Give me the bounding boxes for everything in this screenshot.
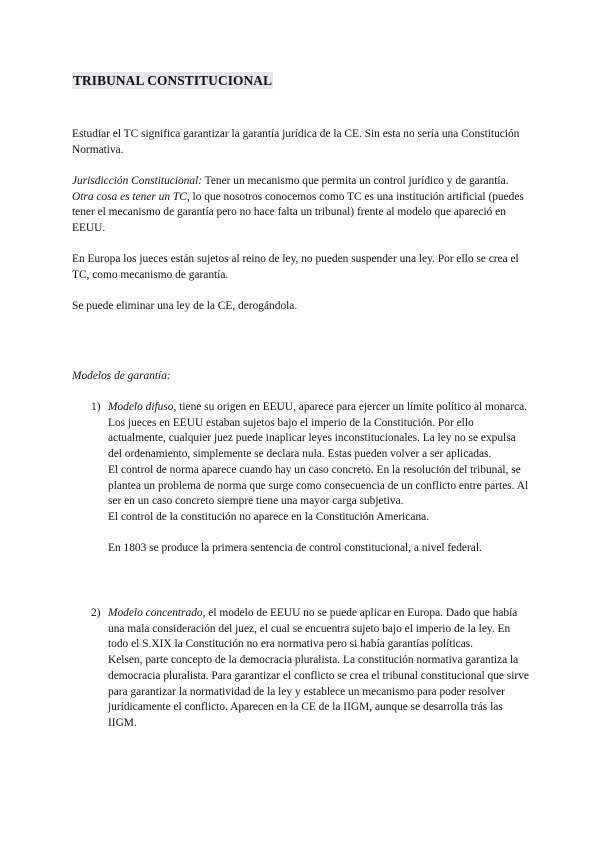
list-item-label: Modelo concentrado,	[108, 607, 206, 619]
list-item-paragraph: En 1803 se produce la primera sentencia de control constitucional, a nivel federal.	[108, 542, 482, 555]
intro-paragraph-4: En Europa los jueces están sujetos al reino de ley, no pueden suspender una ley. Por ello se crea el TC, como mecanismo de garantía.	[72, 253, 519, 281]
intro-paragraph-3-label: Otra cosa es tener un TC,	[72, 190, 190, 203]
intro-paragraph-1: Estudiar el TC significa garantizar la garantía jurídica de la CE. Sin esta no sería una Constitución Normativa.	[72, 128, 520, 156]
intro-paragraph-5: Se puede eliminar una ley de la CE, derogándola.	[72, 300, 298, 313]
list-item-paragraph	[108, 606, 532, 653]
intro-paragraph-2	[72, 174, 532, 190]
list-item-number: 2)	[91, 607, 101, 619]
document-title: TRIBUNAL CONSTITUCIONAL	[73, 73, 273, 88]
intro-paragraph-2-label: Jurisdicción Constitucional:	[72, 174, 203, 187]
intro-section	[72, 127, 532, 315]
list-item-paragraph: Kelsen, parte concepto de la democracia pluralista. La constitución normativa garantiza la democracia pluralista. Para garantizar el conflicto se crea el tribunal constitucional que sirve para garantizar la normatividad de la ley y establece un mecanismo para poder resolver jurídicamente el conflicto. Aparecen en la CE de la IIGM, aunque se desarrolla trás las IIGM.	[108, 654, 529, 729]
list-item-paragraph: El control de la constitución no aparece en la Constitución Americana.	[108, 510, 430, 523]
list-item-text: el modelo de EEUU no se puede aplicar en Europa. Dado que había una mala consideración del juez, el cual se encuentra sujeto bajo el imperio de la ley. En todo el S.XIX la Constitución no era normativa pero si había garantías políticas.	[108, 607, 518, 651]
intro-paragraph-3-text: lo que nosotros conocemos como TC es una institución artificial (puedes tener el mecanismo de garantía pero no hace falta un tribunal) frente al modelo que apareció en EEUU.	[72, 190, 524, 235]
list-item	[91, 400, 532, 557]
list-item-paragraph	[108, 400, 532, 463]
list-item-label: Modelo difuso,	[108, 401, 177, 413]
list-item	[91, 606, 532, 732]
list-item-number: 1)	[91, 401, 101, 413]
intro-paragraph-3	[72, 190, 532, 237]
list-item-paragraph: El control de norma aparece cuando hay un caso concreto. En la resolución del tribunal, se plantea un problema de norma que surge como consecuencia de un conflicto entre partes. Al ser en un caso concreto siempre tiene una mayor carga subjetiva.	[108, 463, 529, 508]
list-item-text: tiene su origen en EEUU, aparece para ejercer un límite político al monarca. Los jueces en EEUU estaban sujetos bajo el imperio de la Constitución. Por ello actualmente, cualquier juez puede inaplicar leyes inconstitucionales. La ley no se expulsa del ordenamiento, simplemente se declara nula. Estas pueden volver a ser aplicadas.	[108, 401, 528, 461]
intro-paragraph-2-text: Tener un mecanismo que permita un control jurídico y de garantía.	[202, 174, 509, 187]
section-heading: Modelos de garantía:	[72, 370, 171, 382]
